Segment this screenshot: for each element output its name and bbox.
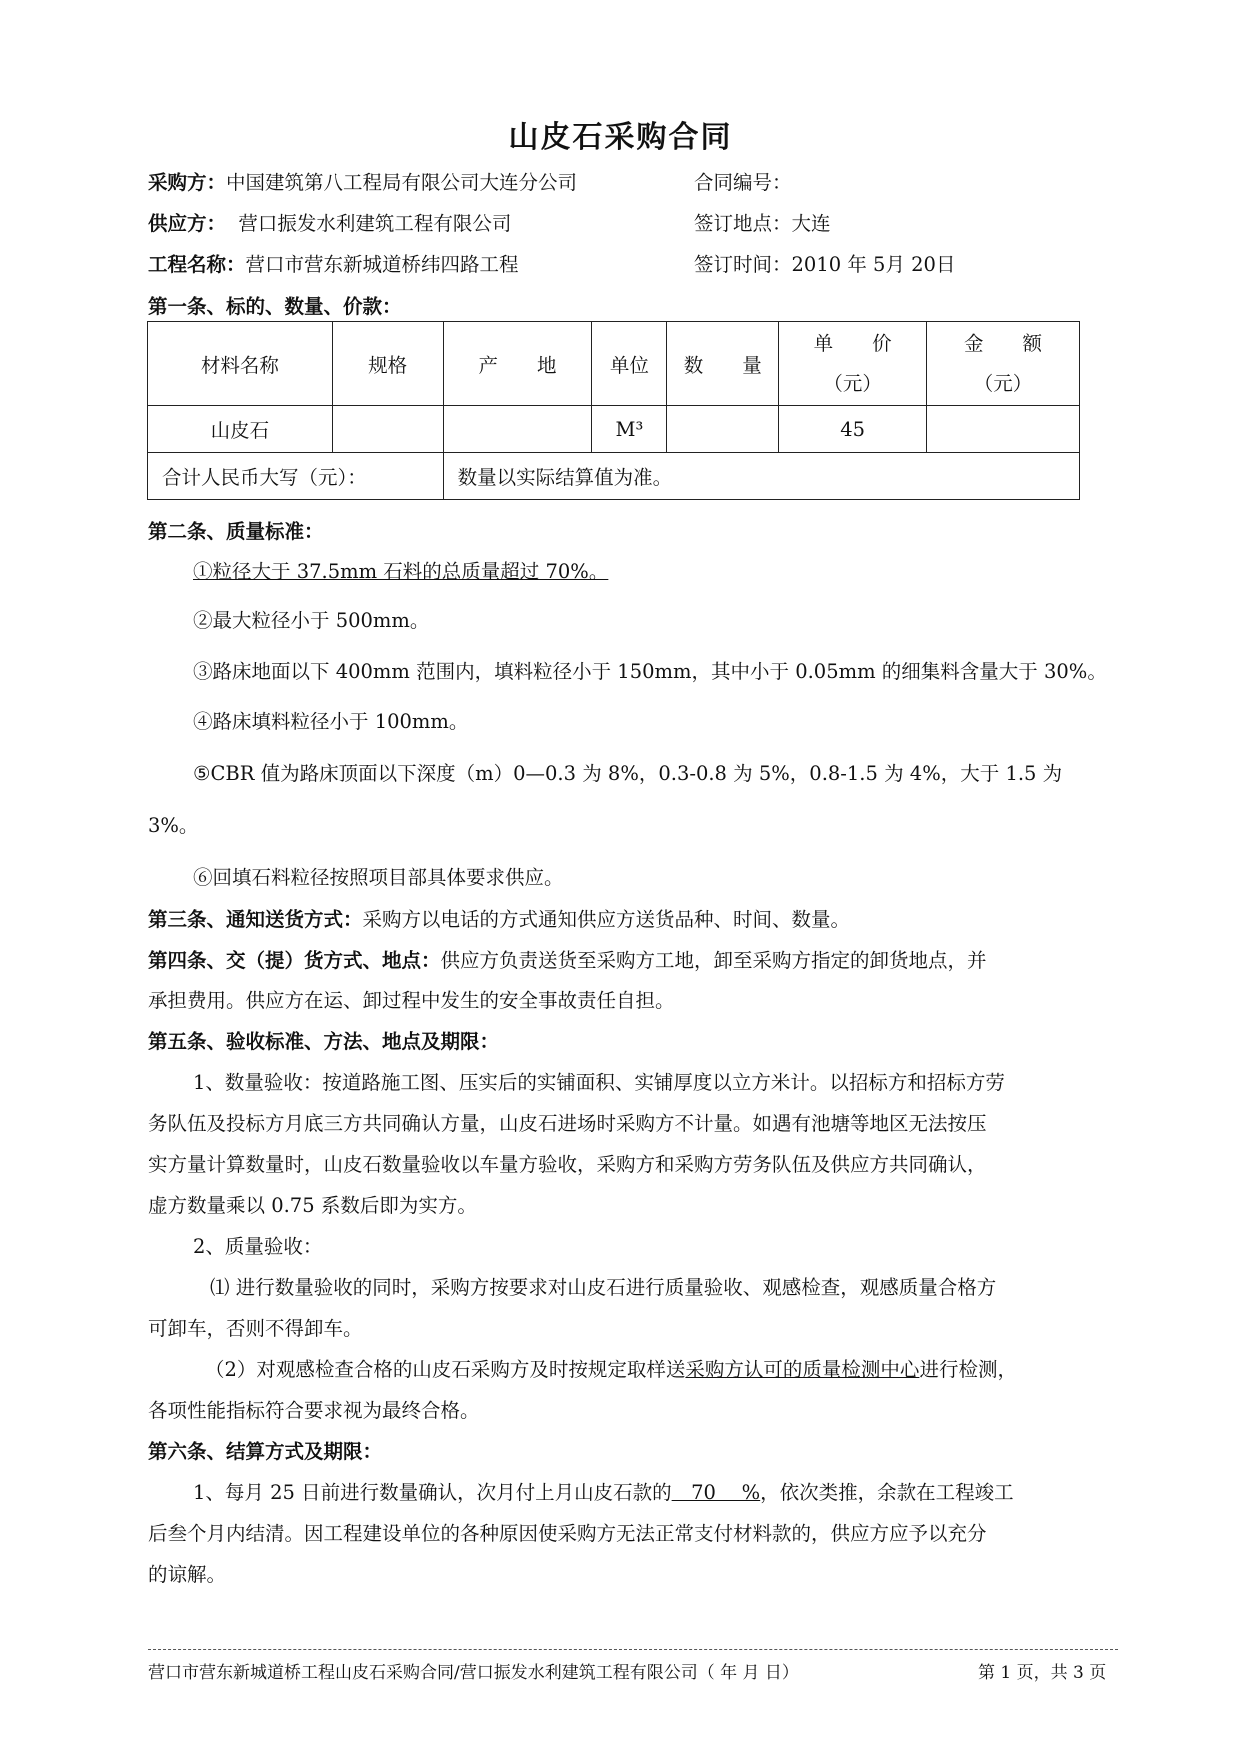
article-5-heading: 第五条、验收标准、方法、地点及期限： (148, 1030, 500, 1053)
article-6-heading: 第六条、结算方式及期限： (148, 1440, 383, 1463)
article-5-p1-l1: 1、数量验收：按道路施工图、压实后的实铺面积、实铺厚度以立方米计。以招标方和招标方劳 (193, 1071, 1005, 1094)
header-amount-label: 金 额 (964, 331, 1043, 355)
quality-item-4: ④路床填料粒径小于 100mm。 (193, 710, 469, 733)
cell-amount (927, 406, 1080, 453)
article-5-p4-underlined: 采购方认可的质量检测中心 (685, 1358, 920, 1381)
table-header-row (148, 322, 1080, 406)
cell-quantity (667, 406, 779, 453)
header-unit: 单位 (592, 322, 667, 406)
article-4-text-2: 承担费用。供应方在运、卸过程中发生的安全事故责任自担。 (148, 989, 675, 1012)
supplier-name: 营口振发水利建筑工程有限公司 (238, 212, 512, 235)
article-6-l3: 的谅解。 (148, 1563, 227, 1586)
quality-item-5-cont: 3%。 (148, 814, 199, 837)
article-6-l1 (193, 1477, 1014, 1505)
header-origin: 产 地 (443, 322, 592, 406)
header-spec: 规格 (332, 322, 443, 406)
material-table (147, 321, 1080, 500)
article-5-p4-l2: 各项性能指标符合要求视为最终合格。 (148, 1399, 480, 1422)
quality-item-1: ①粒径大于 37.5mm 石料的总质量超过 70%。 (193, 560, 609, 583)
payment-percent: 70 % (671, 1481, 761, 1504)
header-quantity: 数 量 (667, 322, 779, 406)
project-label: 工程名称： (148, 253, 246, 276)
article-6-l1-a: 1、每月 25 日前进行数量确认，次月付上月山皮石款的 (193, 1481, 672, 1504)
quality-item-2: ②最大粒径小于 500mm。 (193, 609, 430, 632)
article-5-p2: 2、质量验收： (193, 1235, 323, 1258)
sign-place: 大连 (791, 212, 831, 235)
cell-unit: M³ (592, 406, 667, 453)
header-material-name: 材料名称 (148, 322, 333, 406)
article-3-text: 采购方以电话的方式通知供应方送货品种、时间、数量。 (362, 908, 851, 931)
article-5-p1-l2: 务队伍及投标方月底三方共同确认方量，山皮石进场时采购方不计量。如遇有池塘等地区无法按压 (148, 1112, 987, 1135)
project-name: 营口市营东新城道桥纬四路工程 (245, 253, 519, 276)
header-amount-unit: （元） (973, 371, 1033, 395)
sign-place-line (694, 208, 831, 236)
article-1-heading: 第一条、标的、数量、价款： (148, 295, 402, 318)
article-5-p1-l3: 实方量计算数量时，山皮石数量验收以车量方验收，采购方和采购方劳务队伍及供应方共同确认， (148, 1153, 987, 1176)
quality-item-6: ⑥回填石料粒径按照项目部具体要求供应。 (193, 866, 564, 889)
article-5-p4 (205, 1354, 1017, 1382)
header-unit-price (779, 322, 927, 406)
footer-left: 营口市营东新城道桥工程山皮石采购合同/营口振发水利建筑工程有限公司（ 年 月 日） (148, 1663, 799, 1683)
article-6-l2: 后叁个月内结清。因工程建设单位的各种原因使采购方无法正常支付材料款的，供应方应予以充分 (148, 1522, 987, 1545)
article-4 (148, 945, 987, 973)
total-note: 数量以实际结算值为准。 (443, 453, 1079, 500)
sign-time: 2010 年 5月 20日 (791, 253, 956, 276)
table-total-row (148, 453, 1080, 500)
article-6-l1-b: ，依次类推，余款在工程竣工 (760, 1481, 1014, 1504)
buyer-line (148, 167, 577, 195)
sign-time-label: 签订时间： (694, 253, 792, 276)
cell-spec (332, 406, 443, 453)
cell-unit-price: 45 (779, 406, 927, 453)
cell-origin (443, 406, 592, 453)
contract-no-label: 合同编号： (694, 171, 792, 194)
article-5-p4-a: （2）对观感检查合格的山皮石采购方及时按规定取样送 (205, 1358, 686, 1381)
buyer-name: 中国建筑第八工程局有限公司大连分公司 (226, 171, 578, 194)
article-5-p4-b: 进行检测， (919, 1358, 1017, 1381)
total-label: 合计人民币大写（元）： (148, 453, 444, 500)
supplier-line (148, 208, 511, 236)
article-4-heading: 第四条、交（提）货方式、地点： (148, 949, 441, 972)
sign-time-line (694, 249, 955, 277)
document-title: 山皮石采购合同 (508, 120, 733, 155)
article-2-heading: 第二条、质量标准： (148, 520, 324, 543)
article-5-p3-l2: 可卸车，否则不得卸车。 (148, 1317, 363, 1340)
footer-divider (148, 1649, 1118, 1650)
sign-place-label: 签订地点： (694, 212, 792, 235)
header-amount (927, 322, 1080, 406)
quality-item-5: ⑤CBR 值为路床顶面以下深度（m）0—0.3 为 8%，0.3-0.8 为 5%，0.8-1.5 为 4%，大于 1.5 为 (193, 762, 1063, 785)
buyer-label: 采购方： (148, 171, 227, 194)
quality-item-3: ③路床地面以下 400mm 范围内，填料粒径小于 150mm，其中小于 0.05mm 的细集料含量大于 30%。 (193, 660, 1107, 683)
article-4-text-1: 供应方负责送货至采购方工地，卸至采购方指定的卸货地点，并 (440, 949, 987, 972)
article-5-p3-l1: ⑴ 进行数量验收的同时，采购方按要求对山皮石进行质量验收、观感检查，观感质量合格方 (210, 1276, 997, 1299)
article-3-heading: 第三条、通知送货方式： (148, 908, 363, 931)
header-unit-price-unit: （元） (823, 371, 882, 395)
article-3 (148, 904, 850, 932)
project-line (148, 249, 519, 277)
footer-page-number: 第 1 页，共 3 页 (978, 1663, 1107, 1683)
supplier-label: 供应方： (148, 212, 227, 235)
cell-material: 山皮石 (148, 406, 333, 453)
table-row (148, 406, 1080, 453)
article-5-p1-l4: 虚方数量乘以 0.75 系数后即为实方。 (148, 1194, 477, 1217)
header-unit-price-label: 单 价 (813, 331, 892, 355)
